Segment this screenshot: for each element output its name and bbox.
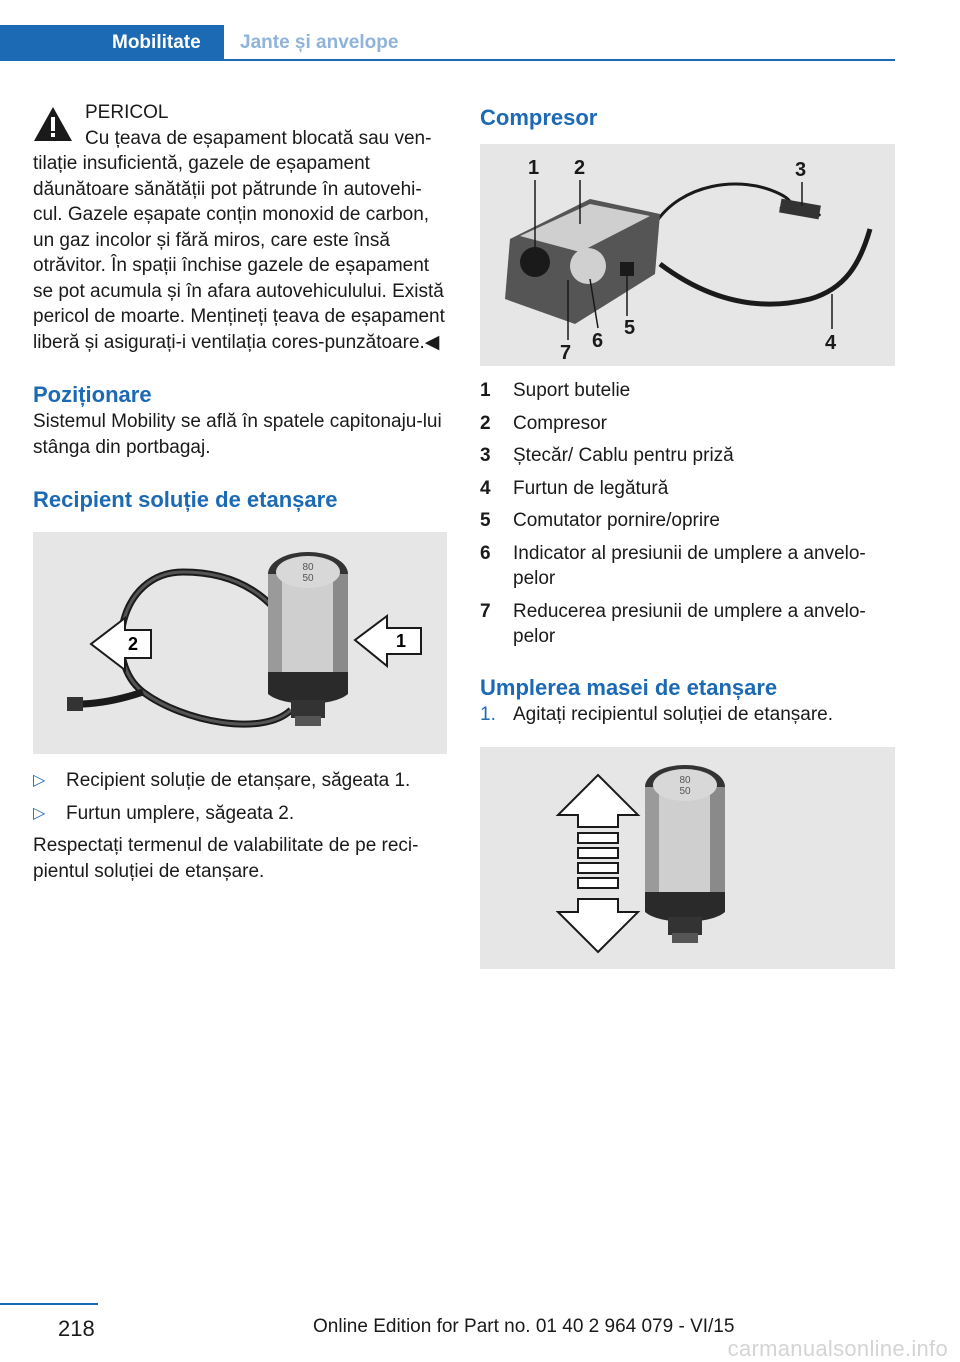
header-rule [0, 59, 895, 61]
list-item: 1. Agitați recipientul soluției de etanșare. [480, 703, 834, 725]
legend-item: 2 Compresor [480, 412, 607, 434]
tab-subsection: Jante și anvelope [240, 32, 399, 53]
tab-section: Mobilitate [0, 25, 224, 61]
gauge-top-label: 80 [302, 562, 314, 573]
legend-item: 1 Suport butelie [480, 380, 631, 401]
callout-6: 6 [592, 330, 604, 352]
warning-triangle-icon [33, 106, 73, 142]
legend-item: 6 Indicator al presiunii de umplere a anvelo‐pelor [480, 542, 866, 589]
callout-5: 5 [624, 317, 636, 339]
filling-steps [480, 702, 895, 728]
filling-heading: Umplerea masei de etanșare [480, 674, 778, 700]
callout-3: 3 [795, 159, 807, 181]
triangle-bullet-icon: ▷ [33, 804, 46, 822]
legend-item: 3 Ștecăr/ Cablu pentru priză [480, 445, 734, 466]
compressor-heading: Compresor [480, 105, 598, 130]
footer-rule [0, 1303, 98, 1305]
edition-text: Online Edition for Part no. 01 40 2 964 079 - VI/15 [313, 1316, 735, 1337]
page-number: 218 [58, 1316, 95, 1341]
legend-item: 5 Comutator pornire/oprire [480, 510, 720, 531]
page-header [0, 25, 895, 61]
list-item: ▷ Furtun umplere, săgeata 2. [33, 801, 447, 827]
gauge-top-label: 80 [679, 775, 691, 786]
callout-2: 2 [574, 157, 586, 179]
sealant-container-figure [33, 532, 447, 754]
arrow-1-callout [355, 616, 421, 666]
up-down-arrow-icon [558, 775, 638, 952]
legend-item: 7 Reducerea presiunii de umplere a anvelo‐pelor [480, 600, 866, 647]
compressor-legend [480, 378, 895, 650]
legend-item: 4 Furtun de legătură [480, 477, 669, 499]
sealant-heading: Recipient soluție de etanșare [33, 487, 338, 512]
compressor-figure [480, 144, 895, 366]
warning-first-line: Cu țeava de eșapament blocată sau ven‐ [85, 127, 432, 149]
triangle-bullet-icon: ▷ [33, 772, 46, 789]
arrow-1-label: 1 [395, 631, 407, 651]
warning-label: PERICOL [85, 102, 169, 123]
callout-4: 4 [825, 332, 837, 354]
right-column [480, 100, 895, 969]
gauge-bottom-label: 50 [302, 573, 314, 584]
positioning-text: Sistemul Mobility se află în spatele capitonaju‐lui stânga din portbagaj. [33, 411, 442, 458]
sealant-bullet-list [33, 768, 447, 826]
warning-body: tilație insuficientă, gazele de eșapament dăunătoare sănătății pot pătrunde în autovehi‐cul. Gazele eșapate conțin monoxid de carbon, un gaz incolor și fără miros, care este însă otrăvitor. În spații închise gazele de eșapament se pot acumula și în afara autovehiculului. Există pericol de moarte. Mențineți țeava de eșapament liberă și asigurați-i ventilația cores‐punzătoare.◀ [33, 153, 445, 353]
callout-1: 1 [528, 157, 540, 179]
watermark: carmanualsonline.info [727, 1336, 948, 1361]
positioning-heading: Poziționare [33, 382, 152, 407]
left-column [33, 100, 447, 884]
danger-notice [33, 100, 447, 355]
sealant-expiry-note: Respectați termenul de valabilitate de pe reci‐pientul soluției de etanșare. [33, 835, 419, 882]
arrow-2-label: 2 [127, 634, 139, 654]
callout-7: 7 [560, 342, 572, 364]
gauge-bottom-label: 50 [679, 786, 691, 797]
shake-container-figure [480, 747, 895, 969]
list-item: ▷ Recipient soluție de etanșare, săgeata 1. [33, 768, 447, 794]
arrow-2-callout [91, 618, 151, 670]
